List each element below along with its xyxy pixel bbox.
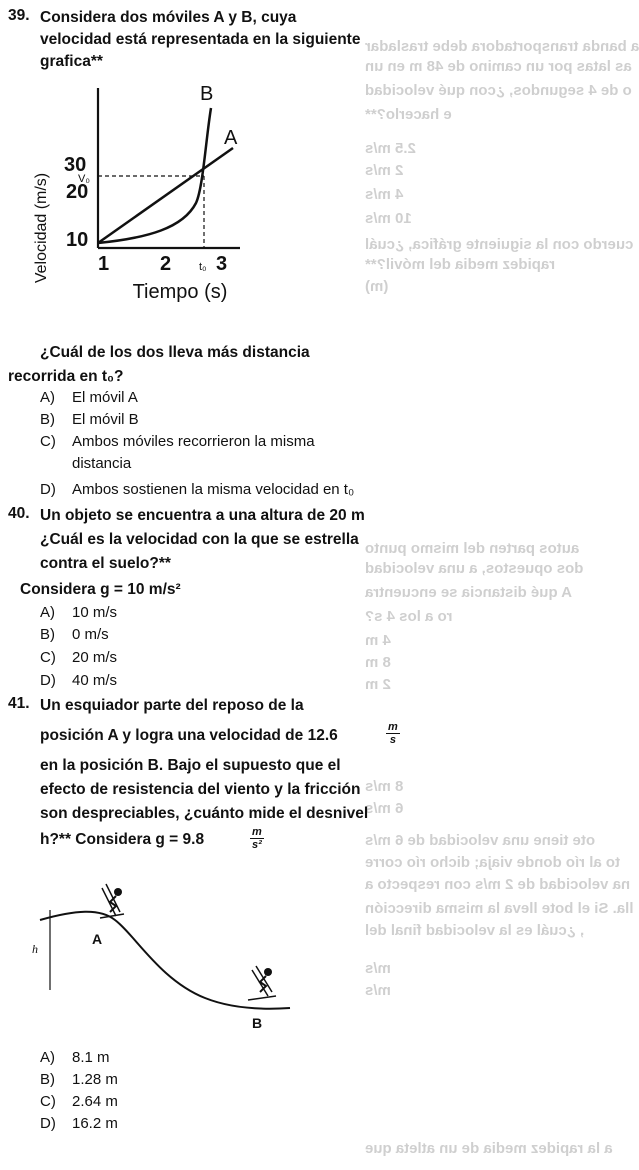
skier-slope-diagram <box>20 880 300 1030</box>
bleed-through-line: 8 m/s <box>365 778 404 795</box>
curve-a-label: A <box>224 127 238 149</box>
point-a-label: A <box>92 931 103 947</box>
answer-option-b[interactable]: B) 1.28 m <box>40 1071 118 1088</box>
bleed-through-line: 2 m <box>365 676 391 693</box>
bleed-through-line: lla. Si el bote lleva la misma dirección <box>365 900 634 917</box>
slope-curve <box>40 912 290 1009</box>
answer-option-c[interactable]: C) 2.64 m <box>40 1093 118 1110</box>
bleed-through-line: (m) <box>365 278 389 295</box>
bleed-through-line: 4 m/s <box>365 186 404 203</box>
answer-option-d[interactable]: D) Ambos sostienen la misma velocidad en t₀ <box>40 481 355 498</box>
bleed-through-line: m/s <box>365 982 391 999</box>
question-number: 41. <box>8 695 30 712</box>
bleed-through-line: A qué distancia se encuentra <box>365 584 573 601</box>
unit-fraction-m-s2: m s² <box>252 826 262 851</box>
skier-b-icon <box>248 966 276 1000</box>
question-text-line: son despreciables, ¿cuánto mide el desnivel <box>40 805 369 822</box>
question-text-line: Un esquiador parte del reposo de la <box>40 697 304 714</box>
bleed-through-line: 8 m <box>365 654 391 671</box>
bleed-through-line: na velocidad de 2 m/s con respecto a <box>365 876 631 893</box>
bleed-through-line: dos opuestos, a una velocidad <box>365 560 584 577</box>
point-b-label: B <box>252 1015 263 1031</box>
height-label: h <box>32 942 38 956</box>
bleed-through-line: ote tiene una velocidad de 6 m/s <box>365 832 596 849</box>
unit-fraction-m-s: m s <box>388 721 398 746</box>
curve-b-label: B <box>200 83 214 105</box>
y-tick-label: 10 <box>66 229 89 251</box>
answer-option-d[interactable]: D) 16.2 m <box>40 1115 118 1132</box>
answer-option-d[interactable]: D) 40 m/s <box>40 672 118 689</box>
bleed-through-line: m/s <box>365 960 391 977</box>
skier-a-icon <box>100 884 124 918</box>
question-text-line: velocidad está representada en la siguiente <box>40 31 361 48</box>
bleed-through-line: e hacerlo?** <box>365 106 452 123</box>
question-text-line: Considera dos móviles A y B, cuya <box>40 9 297 26</box>
answer-option-b[interactable]: B) El móvil B <box>40 411 139 428</box>
bleed-through-line: ro a los 4 s? <box>365 608 453 625</box>
question-text-line: grafica** <box>40 53 103 70</box>
bleed-through-line: 4 m <box>365 632 391 649</box>
question-text-line: posición A y logra una velocidad de 12.6 <box>40 727 338 744</box>
answer-option-b[interactable]: B) 0 m/s <box>40 626 109 643</box>
bleed-through-line: o de 4 segundos, ¿con qué velocidad <box>365 82 632 99</box>
bleed-through-line: 2 m/s <box>365 162 404 179</box>
bleed-through-line: a banda transportadora debe trasladar <box>365 38 639 55</box>
bleed-through-line: cuerdo con la siguiente gráfica, ¿cuál <box>365 236 634 253</box>
answer-option-c-continued: distancia <box>72 455 132 472</box>
question-text-line: ¿Cuál es la velocidad con la que se estrella <box>40 531 359 548</box>
question-prompt-line: ¿Cuál de los dos lleva más distancia <box>40 344 310 361</box>
bleed-through-line: autos parten del mismo punto <box>365 540 580 557</box>
bleed-through-text <box>355 0 639 1170</box>
velocity-time-graph <box>28 78 278 318</box>
x-tick-label: 3 <box>216 253 228 275</box>
x-tick-label: 1 <box>98 253 110 275</box>
x-tick-label: 2 <box>160 253 172 275</box>
bleed-through-line: a la rapidez media de un atleta que <box>365 1140 613 1157</box>
t0-label: t₀ <box>199 261 207 273</box>
y-tick-label: 20 <box>66 181 89 203</box>
bleed-through-line: 10 m/s <box>365 210 412 227</box>
question-number: 40. <box>8 505 30 522</box>
v0-label: V₀ <box>78 173 90 185</box>
question-prompt-line: recorrida en t₀? <box>8 368 124 385</box>
question-text-line: contra el suelo?** <box>40 555 171 572</box>
y-tick-label: 30 <box>64 154 87 176</box>
answer-option-c[interactable]: C) 20 m/s <box>40 649 118 666</box>
answer-option-a[interactable]: A) El móvil A <box>40 389 138 406</box>
bleed-through-line: to al río donde viaja; dicho río corre <box>365 854 621 871</box>
bleed-through-line: 2.5 m/s <box>365 140 416 157</box>
question-number: 39. <box>8 7 30 24</box>
y-axis-label: Velocidad (m/s) <box>33 172 50 284</box>
question-text-line: en la posición B. Bajo el supuesto que el <box>40 757 341 774</box>
bleed-through-line: , ¿cuál es la velocidad final del <box>365 922 585 939</box>
question-text-line: Un objeto se encuentra a una altura de 20 m <box>40 507 365 524</box>
question-text-line: h?** Considera g = 9.8 <box>40 831 205 848</box>
answer-option-a[interactable]: A) 10 m/s <box>40 604 118 621</box>
answer-option-c[interactable]: C) Ambos móviles recorrieron la misma <box>40 433 315 450</box>
bleed-through-line: 6 m/s <box>365 800 404 817</box>
question-text-line: efecto de resistencia del viento y la fricción <box>40 781 361 798</box>
given-value: Considera g = 10 m/s² <box>20 581 181 598</box>
answer-option-a[interactable]: A) 8.1 m <box>40 1049 110 1066</box>
bleed-through-line: rapidez media del móvil?** <box>365 256 556 273</box>
bleed-through-line: as latas por un camino de 48 m en un <box>365 58 632 75</box>
x-axis-label: Tiempo (s) <box>132 281 228 303</box>
